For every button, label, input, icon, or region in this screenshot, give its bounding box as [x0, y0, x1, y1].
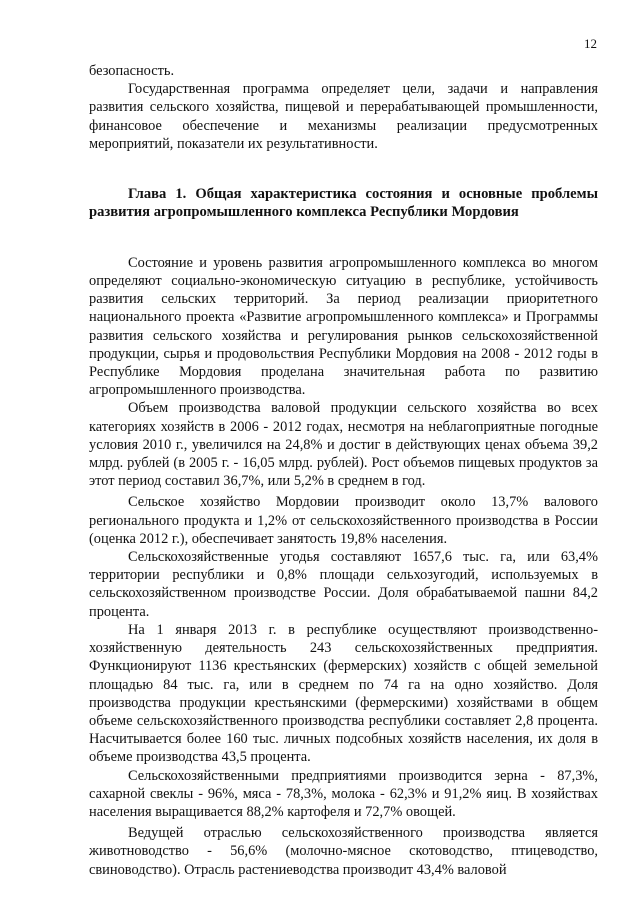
paragraph-livestock: Ведущей отраслью сельскохозяйственного производства является животноводство - 56,6% (молочно-мясное скотоводство, птицеводство, свиноводство). Отрасль растениеводства производит 43,4% валовой: [89, 825, 598, 878]
page-number: 12: [584, 36, 597, 51]
paragraph-production-volume: Объем производства валовой продукции сельского хозяйства во всех категориях хозяйств в 2006 - 2012 годах, несмотря на неблагоприятные погодные условия 2010 г., увеличился на 24,8% и достиг в действующих ценах объема 39,2 млрд. рублей (в 2005 г. - 16,05 млрд. рублей). Рост объемов пищевых продуктов за этот период составил 36,7%, или 5,2% в среднем в год.: [89, 400, 598, 490]
document-body: [89, 62, 598, 879]
paragraph-production-shares: Сельскохозяйственными предприятиями производится зерна - 87,3%, сахарной свеклы - 96%, мяса - 78,3%, молока - 62,3% и 91,2% яиц. В хозяйствах населения выращивается 88,2% картофеля и 72,7% овощей.: [89, 767, 598, 820]
paragraph-state-level: Состояние и уровень развития агропромышленного комплекса во многом определяют социально-экономическую ситуацию в республике, устойчивость развития сельских территорий. За период реализации приоритетного национального проекта «Развитие агропромышленного комплекса» и Программы развития сельского хозяйства и регулирования рынков сельскохозяйственной продукции, сырья и продовольствия Республики Мордовия на 2008 - 2012 годы в Республике Мордовия проделана значительная работа по развитию агропромышленного производства.: [89, 254, 598, 399]
paragraph-program-purpose: Государственная программа определяет цели, задачи и направления развития сельского хозяйства, пищевой и перерабатывающей промышленности, финансовое обеспечение и механизмы реализации предусмотренных мероприятий, показатели их результативности.: [89, 81, 598, 152]
paragraph-agriculture-share: Сельское хозяйство Мордовии производит около 13,7% валового регионального продукта и 1,2% от сельскохозяйственного производства в России (оценка 2012 г.), обеспечивает занятость 19,8% населения.: [89, 494, 598, 547]
chapter-heading: Глава 1. Общая характеристика состояния и основные проблемы развития агропромышленного комплекса Республики Мордовия: [89, 186, 598, 221]
paragraph-farmland: Сельскохозяйственные угодья составляют 1657,6 тыс. га, или 63,4% территории республики и 0,8% площади сельхозугодий, используемых в сельскохозяйственном производстве России. Доля обрабатываемой пашни 84,2 процента.: [89, 549, 598, 620]
paragraph-continuation: безопасность.: [89, 63, 175, 79]
paragraph-enterprises: На 1 января 2013 г. в республике осуществляют производственно-хозяйственную деятельность 243 сельскохозяйственных предприятия. Функционируют 1136 крестьянских (фермерских) хозяйств с общей земельной площадью 84 тыс. га, или в среднем по 74 га на одно хозяйство. Доля производства продукции крестьянскими (фермерскими) хозяйствами в общем объеме сельскохозяйственного производства республики составляет 2,8 процента. Насчитывается более 160 тыс. личных подсобных хозяйств населения, их доля в объеме производства 43,5 процента.: [89, 621, 598, 766]
